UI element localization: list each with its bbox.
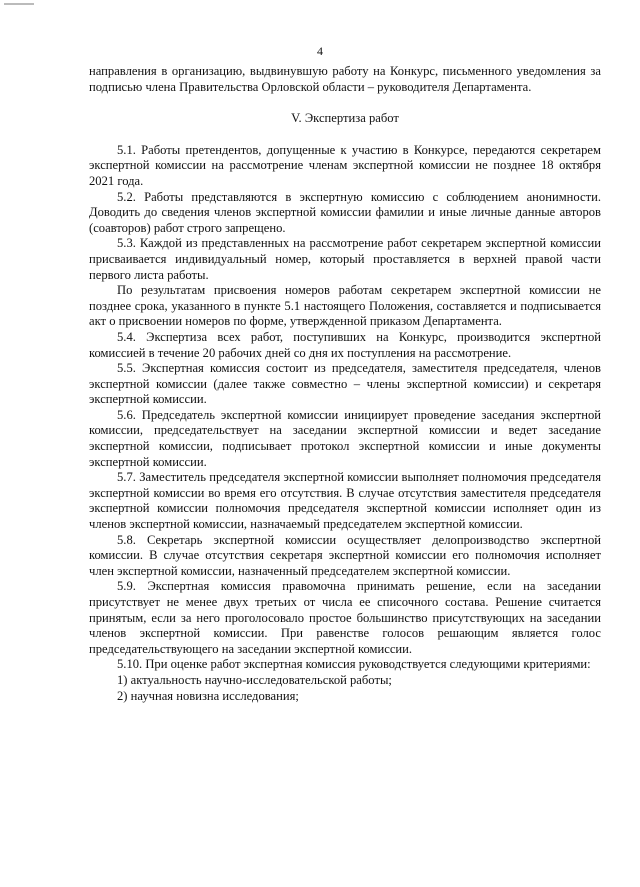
paragraph-5-9: 5.9. Экспертная комиссия правомочна принимать решение, если на заседании присутствует не менее двух третьих от числа ее списочного состава. Решение считается принятым, если за него проголосовало простое большинство присутствующих на заседании членов экспертной комиссии. При равенстве голосов решающим является голос председательствующего на заседании экспертной комиссии. (89, 579, 601, 656)
scan-corner-mark (4, 3, 34, 5)
paragraph-5-4: 5.4. Экспертиза всех работ, поступивших на Конкурс, производится экспертной комиссией в течение 20 рабочих дней со дня их поступления на рассмотрение. (89, 329, 601, 360)
paragraph-5-8: 5.8. Секретарь экспертной комиссии осуществляет делопроизводство экспертной комиссии. В случае отсутствия секретаря экспертной комиссии его полномочия исполняет член экспертной комиссии, назначенный председателем экспертной комиссии. (89, 532, 601, 578)
paragraph-5-2: 5.2. Работы представляются в экспертную комиссию с соблюдением анонимности. Доводить до сведения членов экспертной комиссии фамилии и иные личные данные авторов (соавторов) работ строго запрещено. (89, 189, 601, 235)
page-number: 4 (317, 44, 323, 58)
criteria-item-2: 2) научная новизна исследования; (117, 688, 299, 703)
paragraph-5-3-continued: По результатам присвоения номеров работам секретарем экспертной комиссии не позднее срока, указанного в пункте 5.1 настоящего Положения, составляется и подписывается акт о присвоении номеров по форме, утвержденной приказом Департамента. (89, 283, 601, 329)
paragraph-5-7: 5.7. Заместитель председателя экспертной комиссии выполняет полномочия председателя экспертной комиссии во время его отсутствия. В случае отсутствия заместителя председателя экспертной комиссии полномочия председателя экспертной комиссии исполняет один из членов экспертной комиссии, назначаемый председателем экспертной комиссии. (89, 470, 601, 532)
paragraph-5-5: 5.5. Экспертная комиссия состоит из председателя, заместителя председателя, членов экспертной комиссии (далее также совместно – члены экспертной комиссии) и секретаря экспертной комиссии. (89, 361, 601, 407)
paragraph-5-3: 5.3. Каждой из представленных на рассмотрение работ секретарем экспертной комиссии присваивается индивидуальный номер, который проставляется в верхней правой части первого листа работы. (89, 236, 601, 282)
criteria-item-1: 1) актуальность научно-исследовательской работы; (117, 672, 392, 687)
paragraph-5-6: 5.6. Председатель экспертной комиссии инициирует проведение заседания экспертной комиссии, председательствует на заседании экспертной комиссии и ведет заседание экспертной комиссии, подписывает протокол экспертной комиссии и иные документы экспертной комиссии. (89, 407, 601, 469)
paragraph-5-1: 5.1. Работы претендентов, допущенные к участию в Конкурсе, передаются секретарем экспертной комиссии на рассмотрение членам экспертной комиссии не позднее 18 октября 2021 года. (89, 142, 601, 188)
section-title: V. Экспертиза работ (291, 111, 399, 126)
continuation-paragraph: направления в организацию, выдвинувшую работу на Конкурс, письменного уведомления за подписью члена Правительства Орловской области – руководителя Департамента. (89, 64, 601, 94)
document-body (89, 64, 601, 704)
paragraph-5-10: 5.10. При оценке работ экспертная комиссия руководствуется следующими критериями: (117, 657, 591, 672)
